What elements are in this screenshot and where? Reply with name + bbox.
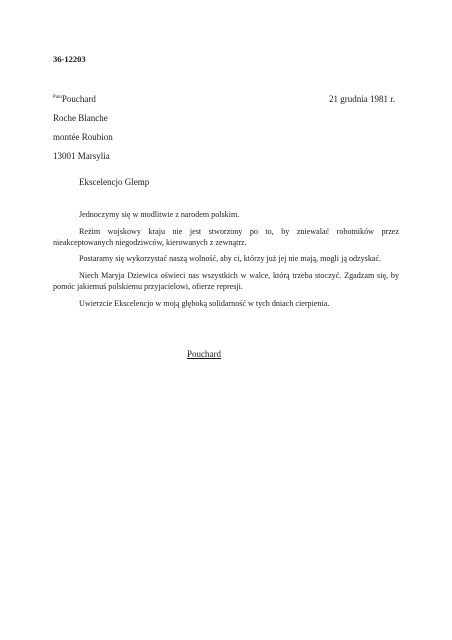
signature: Pouchard [187,349,221,359]
sender-prefix: Pani [53,95,62,100]
sender-name-line [53,90,113,109]
salutation: Ekscelencjo Glemp [79,177,150,187]
body-paragraph: Jednoczymy się w modlitwie z narodem polskim. [79,210,240,219]
body-paragraph: Niech Maryja Dziewica oświeci nas wszystkich w walce, którą trzeba stoczyć. Zgadzam się, by pomóc jakiemuś polskiemu przyjacielowi, ofierze represji. [53,271,399,291]
sender-name: Pouchard [61,94,96,104]
reference-number: 36-12203 [53,54,86,64]
sender-street2: montée Roubion [53,132,113,142]
body-paragraph: Postaramy się wykorzystać naszą wolność, aby ci, którzy już jej nie mają, mogli ją odzyskać. [79,254,382,264]
sender-city: 13001 Marsylia [53,151,110,161]
body-paragraph: Reżim wojskowy kraju nie jest stworzony po to, by zniewalać robotników przez nieakceptowanych niegodziwców, kierowanych z zewnątrz. [53,226,399,247]
letter-body [53,210,399,316]
body-paragraph: Uwierzcie Ekscelencjo w moją głęboką solidarność w tych dniach cierpienia. [79,298,330,308]
letter-date: 21 grudnia 1981 r. [329,94,395,104]
sender-street: Roche Blanche [53,113,108,123]
sender-address [53,90,113,166]
